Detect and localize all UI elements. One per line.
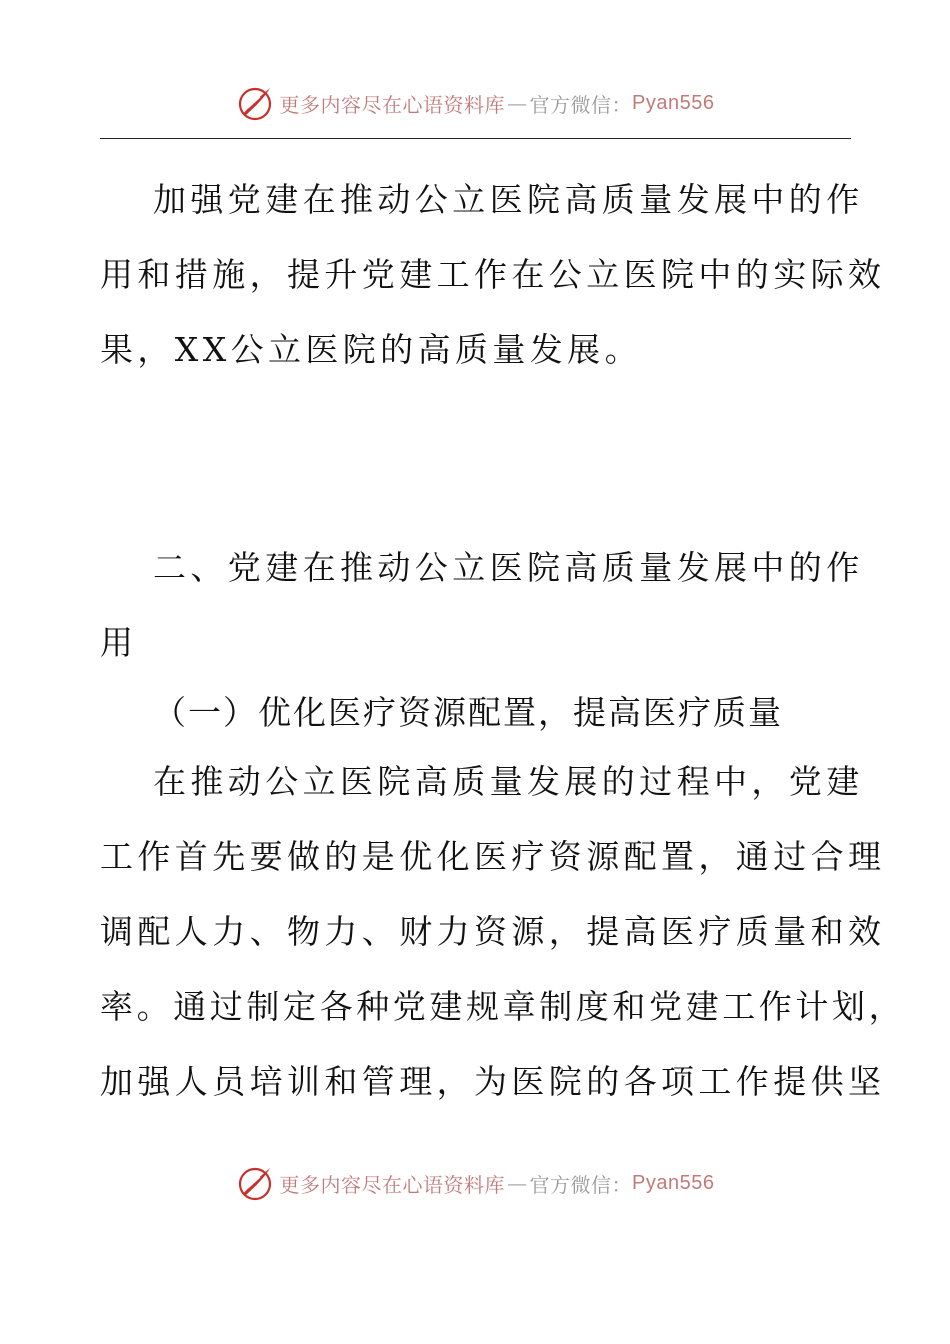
banner-wechat-id: Pyan556 — [632, 91, 715, 114]
quill-logo-icon — [236, 1164, 274, 1202]
banner-separator: — — [507, 1171, 528, 1195]
paragraph-line: 工作首先要做的是优化医疗资源配置，通过合理 — [100, 837, 886, 876]
paragraph-line: 调配人力、物力、财力资源，提高医疗质量和效 — [100, 912, 886, 951]
paragraph-line: 加强人员培训和管理，为医院的各项工作提供坚 — [100, 1062, 886, 1101]
subheading: （一）优化医疗资源配置，提高医疗质量 — [153, 693, 783, 732]
section-heading: 用 — [100, 623, 138, 662]
paragraph-line: 果，XX公立医院的高质量发展。 — [100, 330, 642, 369]
paragraph-line: 率。通过制定各种党建规章制度和党建工作计划， — [100, 987, 906, 1026]
banner-wechat-id: Pyan556 — [632, 1171, 715, 1194]
paragraph-line: 加强党建在推动公立医院高质量发展中的作 — [153, 180, 864, 219]
section-heading: 二、党建在推动公立医院高质量发展中的作 — [153, 548, 864, 587]
paragraph-line: 在推动公立医院高质量发展的过程中，党建 — [153, 762, 864, 801]
header-watermark — [0, 80, 950, 126]
banner-separator: — — [507, 91, 528, 115]
header-divider — [100, 138, 851, 139]
footer-watermark — [0, 1160, 950, 1206]
banner-main-text: 更多内容尽在心语资料库 — [279, 1172, 506, 1197]
banner-wechat-label: 官方微信： — [529, 1172, 633, 1197]
banner-main-text: 更多内容尽在心语资料库 — [279, 92, 506, 117]
paragraph-line: 用和措施，提升党建工作在公立医院中的实际效 — [100, 255, 886, 294]
banner-wechat-label: 官方微信： — [529, 92, 633, 117]
quill-logo-icon — [236, 84, 274, 122]
